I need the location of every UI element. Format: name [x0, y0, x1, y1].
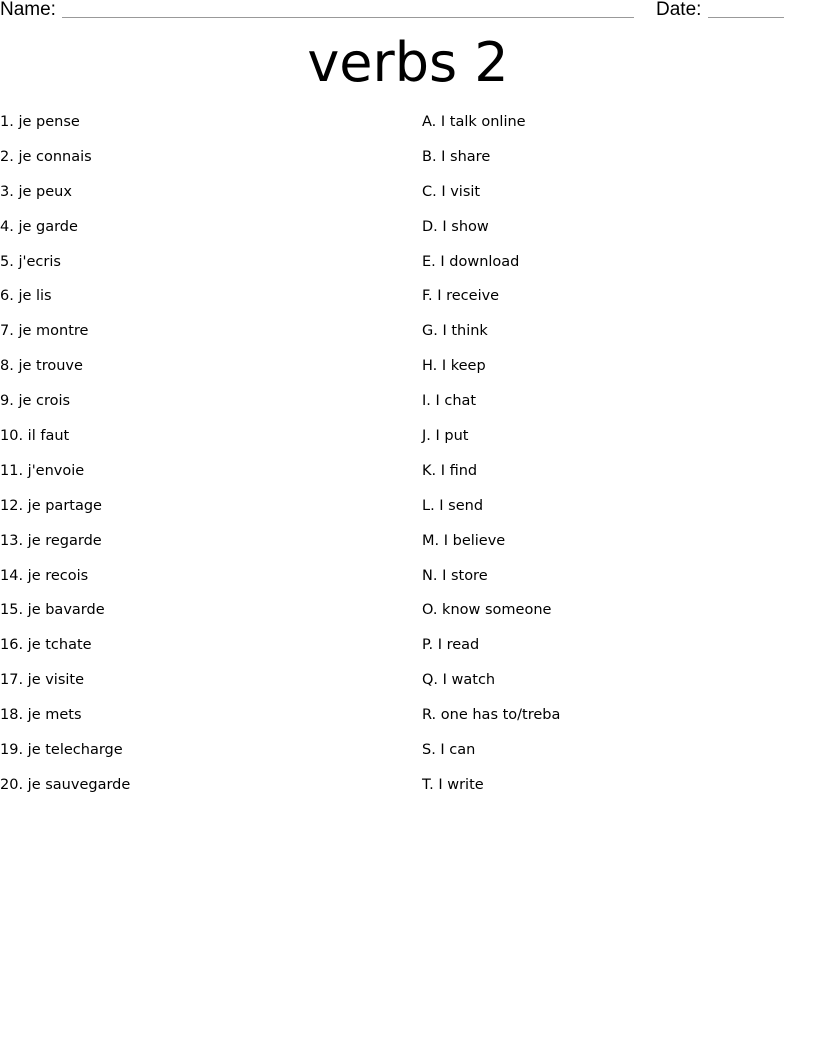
answer-item: T. I write: [422, 776, 484, 793]
question-item: 14. je recois: [0, 567, 89, 584]
question-list: [0, 111, 400, 809]
question-item: 18. je mets: [0, 707, 82, 724]
question-item: 16. je tchate: [0, 637, 92, 654]
answer-item: A. I talk online: [422, 114, 526, 130]
question-item: 6. je lis: [0, 288, 52, 305]
name-label: Name:: [0, 0, 56, 20]
date-line: [708, 17, 784, 18]
answer-item: R. one has to/treba: [422, 707, 561, 724]
worksheet-header: [0, 0, 816, 24]
answer-item: P. I read: [422, 637, 480, 654]
answer-item: C. I visit: [422, 183, 481, 200]
question-item: 2. je connais: [0, 148, 92, 165]
question-item: 5. j'ecris: [0, 253, 61, 270]
answer-item: N. I store: [422, 567, 488, 584]
worksheet-title: verbs 2: [307, 31, 509, 94]
question-item: 20. je sauvegarde: [0, 776, 131, 793]
answer-item: F. I receive: [422, 288, 500, 305]
answer-item: L. I send: [422, 497, 484, 514]
answer-item: H. I keep: [422, 358, 486, 375]
question-item: 3. je peux: [0, 183, 72, 200]
answer-item: E. I download: [422, 253, 520, 270]
answer-item: S. I can: [422, 742, 476, 759]
question-item: 10. il faut: [0, 428, 70, 445]
answer-list: [422, 111, 812, 809]
question-item: 12. je partage: [0, 497, 102, 514]
question-item: 11. j'envoie: [0, 462, 85, 479]
answer-item: M. I believe: [422, 532, 506, 549]
answer-item: D. I show: [422, 218, 489, 235]
question-item: 8. je trouve: [0, 358, 83, 375]
question-item: 7. je montre: [0, 323, 89, 340]
question-item: 19. je telecharge: [0, 742, 123, 759]
name-line: [62, 17, 634, 18]
answer-item: J. I put: [422, 428, 469, 445]
question-item: 1. je pense: [0, 114, 80, 130]
date-label: Date:: [656, 0, 702, 20]
answer-item: B. I share: [422, 148, 491, 165]
question-item: 9. je crois: [0, 393, 71, 410]
answer-item: G. I think: [422, 323, 488, 340]
answer-item: O. know someone: [422, 602, 552, 619]
answer-item: I. I chat: [422, 393, 477, 410]
answer-item: Q. I watch: [422, 672, 496, 689]
question-item: 15. je bavarde: [0, 602, 105, 619]
question-item: 4. je garde: [0, 218, 78, 235]
question-item: 17. je visite: [0, 672, 85, 689]
answer-item: K. I find: [422, 462, 478, 479]
question-item: 13. je regarde: [0, 532, 102, 549]
